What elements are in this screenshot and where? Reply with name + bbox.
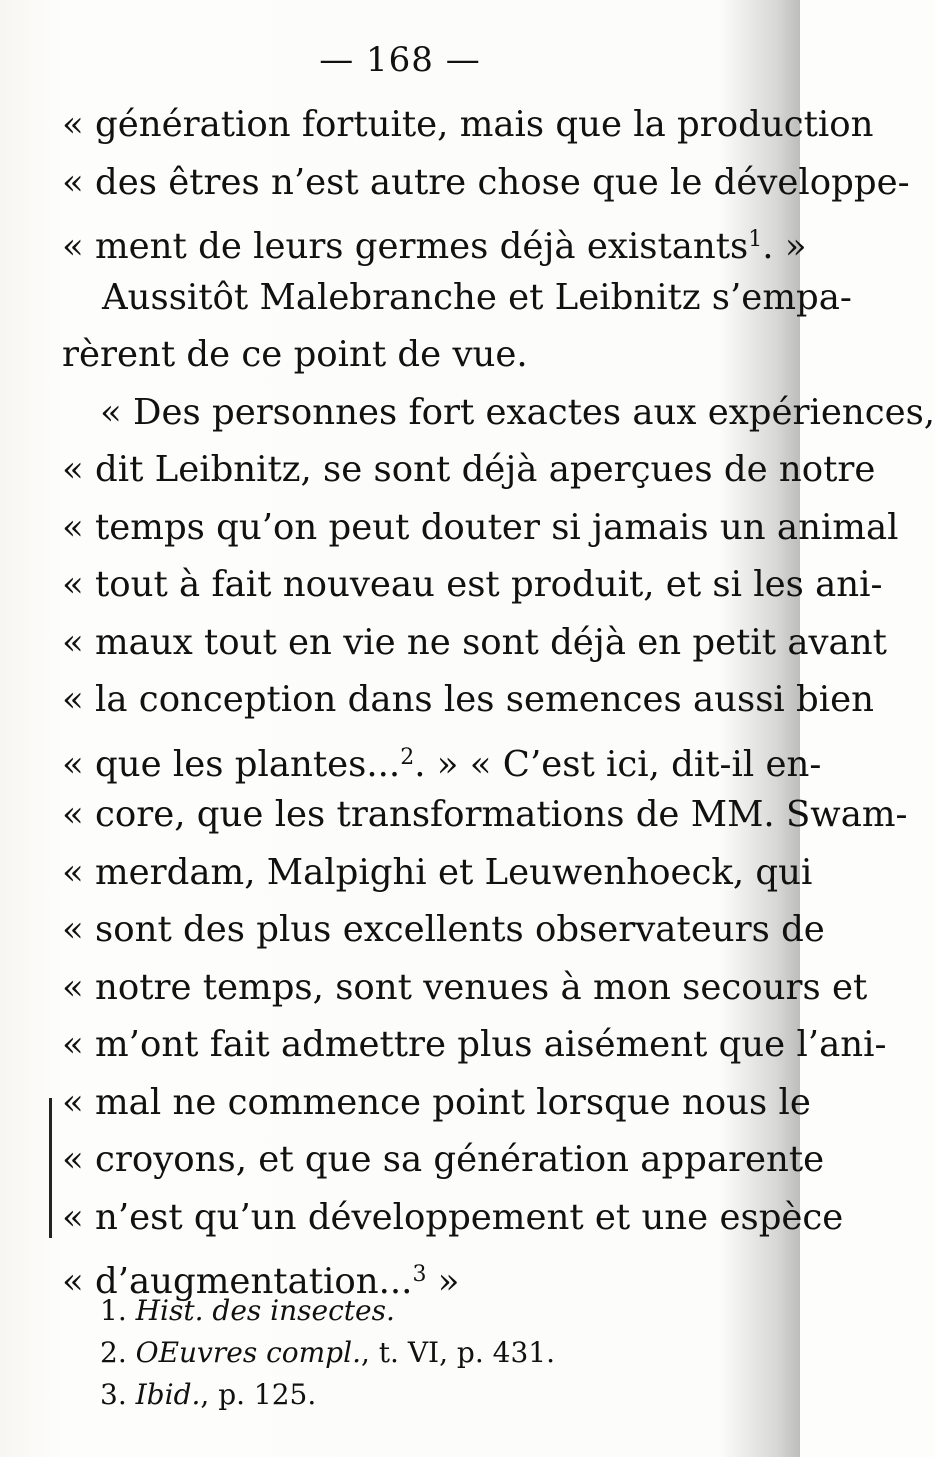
footnote-number: 2.: [100, 1336, 127, 1369]
footnote-ref-3: 3: [412, 1262, 427, 1287]
text-line: [62, 729, 822, 787]
footnote-ref-2: 2: [400, 744, 415, 770]
text-line-tail: . »: [762, 226, 807, 267]
text-line-content: « que les plantes...: [62, 743, 401, 785]
text-line: « dit Leibnitz, se sont déjà aperçues de notre: [62, 449, 876, 490]
text-line: « m’ont fait admettre plus aisément que l’ani-: [62, 1024, 887, 1065]
footnote-title: Hist. des insectes.: [135, 1294, 395, 1327]
text-line: « Des personnes fort exactes aux expériences,: [100, 391, 935, 433]
footnote-number: 3.: [100, 1378, 127, 1411]
text-line-tail: . » « C’est ici, dit-il en-: [414, 743, 822, 785]
footnote-3: [100, 1374, 700, 1416]
text-line: « tout à fait nouveau est produit, et si les ani-: [62, 564, 883, 605]
footnote-title: OEuvres compl.: [135, 1336, 361, 1369]
text-line: « notre temps, sont venues à mon secours et: [62, 966, 868, 1008]
text-line: « core, que les transformations de MM. Swam-: [62, 794, 908, 835]
footnote-ref-1: 1: [748, 227, 763, 252]
footnote-rest: , p. 125.: [200, 1378, 317, 1411]
footnotes: [100, 1290, 700, 1416]
footnote-number: 1.: [100, 1294, 127, 1327]
text-line: « merdam, Malpighi et Leuwenhoeck, qui: [62, 851, 813, 893]
text-line: « génération fortuite, mais que la production: [62, 104, 874, 145]
text-line: [62, 211, 807, 269]
footnote-rest: , t. VI, p. 431.: [360, 1336, 555, 1369]
text-line: rèrent de ce point de vue.: [62, 334, 528, 375]
footnote-1: [100, 1290, 700, 1332]
body-text: [62, 96, 935, 1304]
footnote-2: [100, 1332, 700, 1374]
text-line: « sont des plus excellents observateurs de: [62, 909, 825, 950]
text-line-tail: »: [426, 1261, 460, 1302]
page-number: — 168 —: [319, 40, 481, 80]
text-line: « temps qu’on peut douter si jamais un animal: [62, 506, 899, 548]
footnote-title: Ibid.: [135, 1378, 201, 1411]
text-line: Aussitôt Malebranche et Leibnitz s’empa-: [102, 276, 852, 318]
text-line: « des êtres n’est autre chose que le développe-: [62, 161, 910, 203]
text-line: « mal ne commence point lorsque nous le: [62, 1081, 811, 1123]
text-line: « la conception dans les semences aussi bien: [62, 679, 875, 720]
margin-mark: [49, 1098, 52, 1238]
text-line: « croyons, et que sa génération apparente: [62, 1139, 825, 1180]
text-line-content: « d’augmentation...: [62, 1261, 413, 1302]
text-line-content: « ment de leurs germes déjà existants: [62, 226, 749, 267]
text-line: « n’est qu’un développement et une espèce: [62, 1196, 844, 1238]
text-line: « maux tout en vie ne sont déjà en petit avant: [62, 621, 887, 663]
